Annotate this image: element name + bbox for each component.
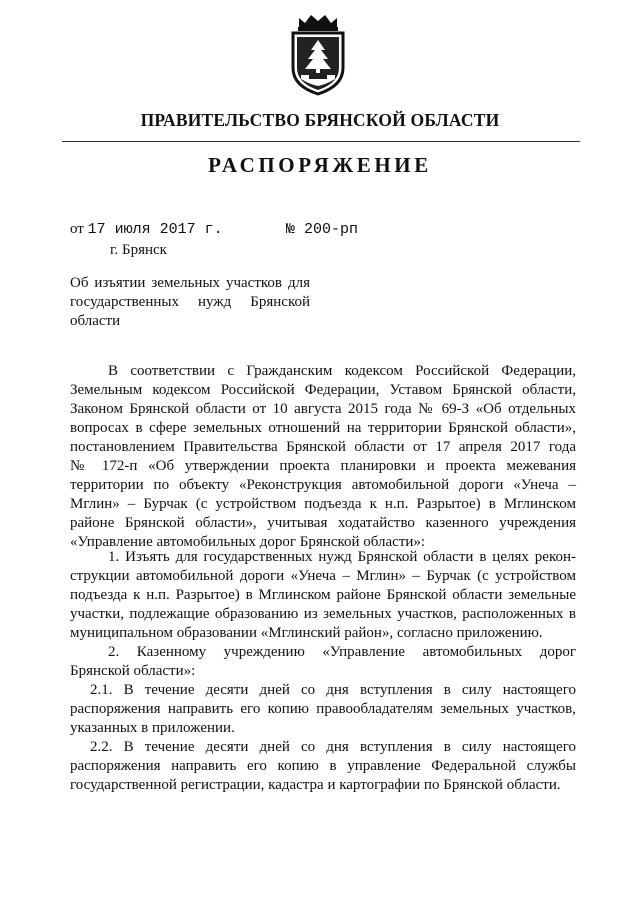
document-subject — [70, 274, 310, 331]
item-2-1-paragraph — [70, 681, 576, 738]
text-line: постановлением Правительства Брянской области от 17 апреля 2017 года — [70, 439, 576, 455]
subject-line: Об изъятии земельных участков для — [70, 275, 310, 291]
text-line: Законом Брянской области от 10 августа 2015 года № 69-З «Об отдельных — [70, 401, 576, 417]
text-line: В соответствии с Гражданским кодексом Российской Федерации, — [108, 363, 576, 379]
text-line: Земельным кодексом Российской Федерации, Уставом Брянской области, — [70, 382, 576, 398]
document-type-title: РАСПОРЯЖЕНИЕ — [208, 153, 432, 177]
document-number: № 200-рп — [286, 221, 359, 238]
item-1-paragraph — [70, 548, 576, 643]
text-line: распоряжения направить его копию в управление Федеральной службы — [70, 758, 576, 774]
text-line: муниципальном образовании «Мглинский район», согласно приложению. — [70, 625, 543, 641]
text-line: 2.2. В течение десяти дней со дня вступления в силу настоящего — [90, 739, 576, 755]
text-line: струкции автомобильной дороги «Унеча – Мглин» – Бурчак (с устройством — [70, 568, 576, 584]
text-line: № 172-п «Об утверждении проекта планировки и проекта межевания — [70, 458, 576, 474]
text-line: 2.1. В течение десяти дней со дня вступления в силу настоящего — [90, 682, 576, 698]
text-line: государственной регистрации, кадастра и картографии по Брянской области. — [70, 777, 561, 793]
text-line: указанных в приложении. — [70, 720, 235, 736]
text-line: подъезда к н.п. Разрытое) в Мглинском районе Брянской области земельные — [70, 587, 576, 603]
subject-line: государственных нужд Брянской — [70, 294, 310, 310]
item-2-2-paragraph — [70, 738, 576, 795]
document-date: 17 июля 2017 г. — [87, 221, 223, 238]
text-line: 2. Казенному учреждению «Управление автомобильных дорог — [108, 644, 576, 660]
text-line: участки, подлежащие образованию из земельных участков, расположенных в — [70, 606, 576, 622]
text-line: территории по объекту «Реконструкция автомобильной дороги «Унеча – — [70, 477, 576, 493]
text-line: Мглин» – Бурчак (с устройством подъезда к н.п. Разрытое) в Мглинском — [70, 496, 576, 512]
document-city: г. Брянск — [110, 242, 167, 258]
date-line — [70, 221, 359, 238]
header-divider — [62, 141, 580, 142]
text-line: Брянской области»: — [70, 663, 196, 679]
subject-line: области — [70, 313, 121, 329]
preamble-paragraph — [70, 362, 576, 552]
text-line: «Управление автомобильных дорог Брянской области»: — [70, 534, 426, 550]
text-line: районе Брянской области», учитывая ходатайство казенного учреждения — [70, 515, 576, 531]
text-line: 1. Изъять для государственных нужд Брянской области в целях рекон- — [108, 549, 576, 565]
coat-of-arms-icon — [287, 12, 349, 96]
text-line: вопросах в сфере земельных отношений на территории Брянской области», — [70, 420, 576, 436]
item-2-paragraph — [70, 643, 576, 681]
text-line: распоряжения направить его копию правообладателям земельных участков, — [70, 701, 576, 717]
organization-title: ПРАВИТЕЛЬСТВО БРЯНСКОЙ ОБЛАСТИ — [140, 110, 500, 130]
date-prefix: от — [70, 221, 84, 237]
